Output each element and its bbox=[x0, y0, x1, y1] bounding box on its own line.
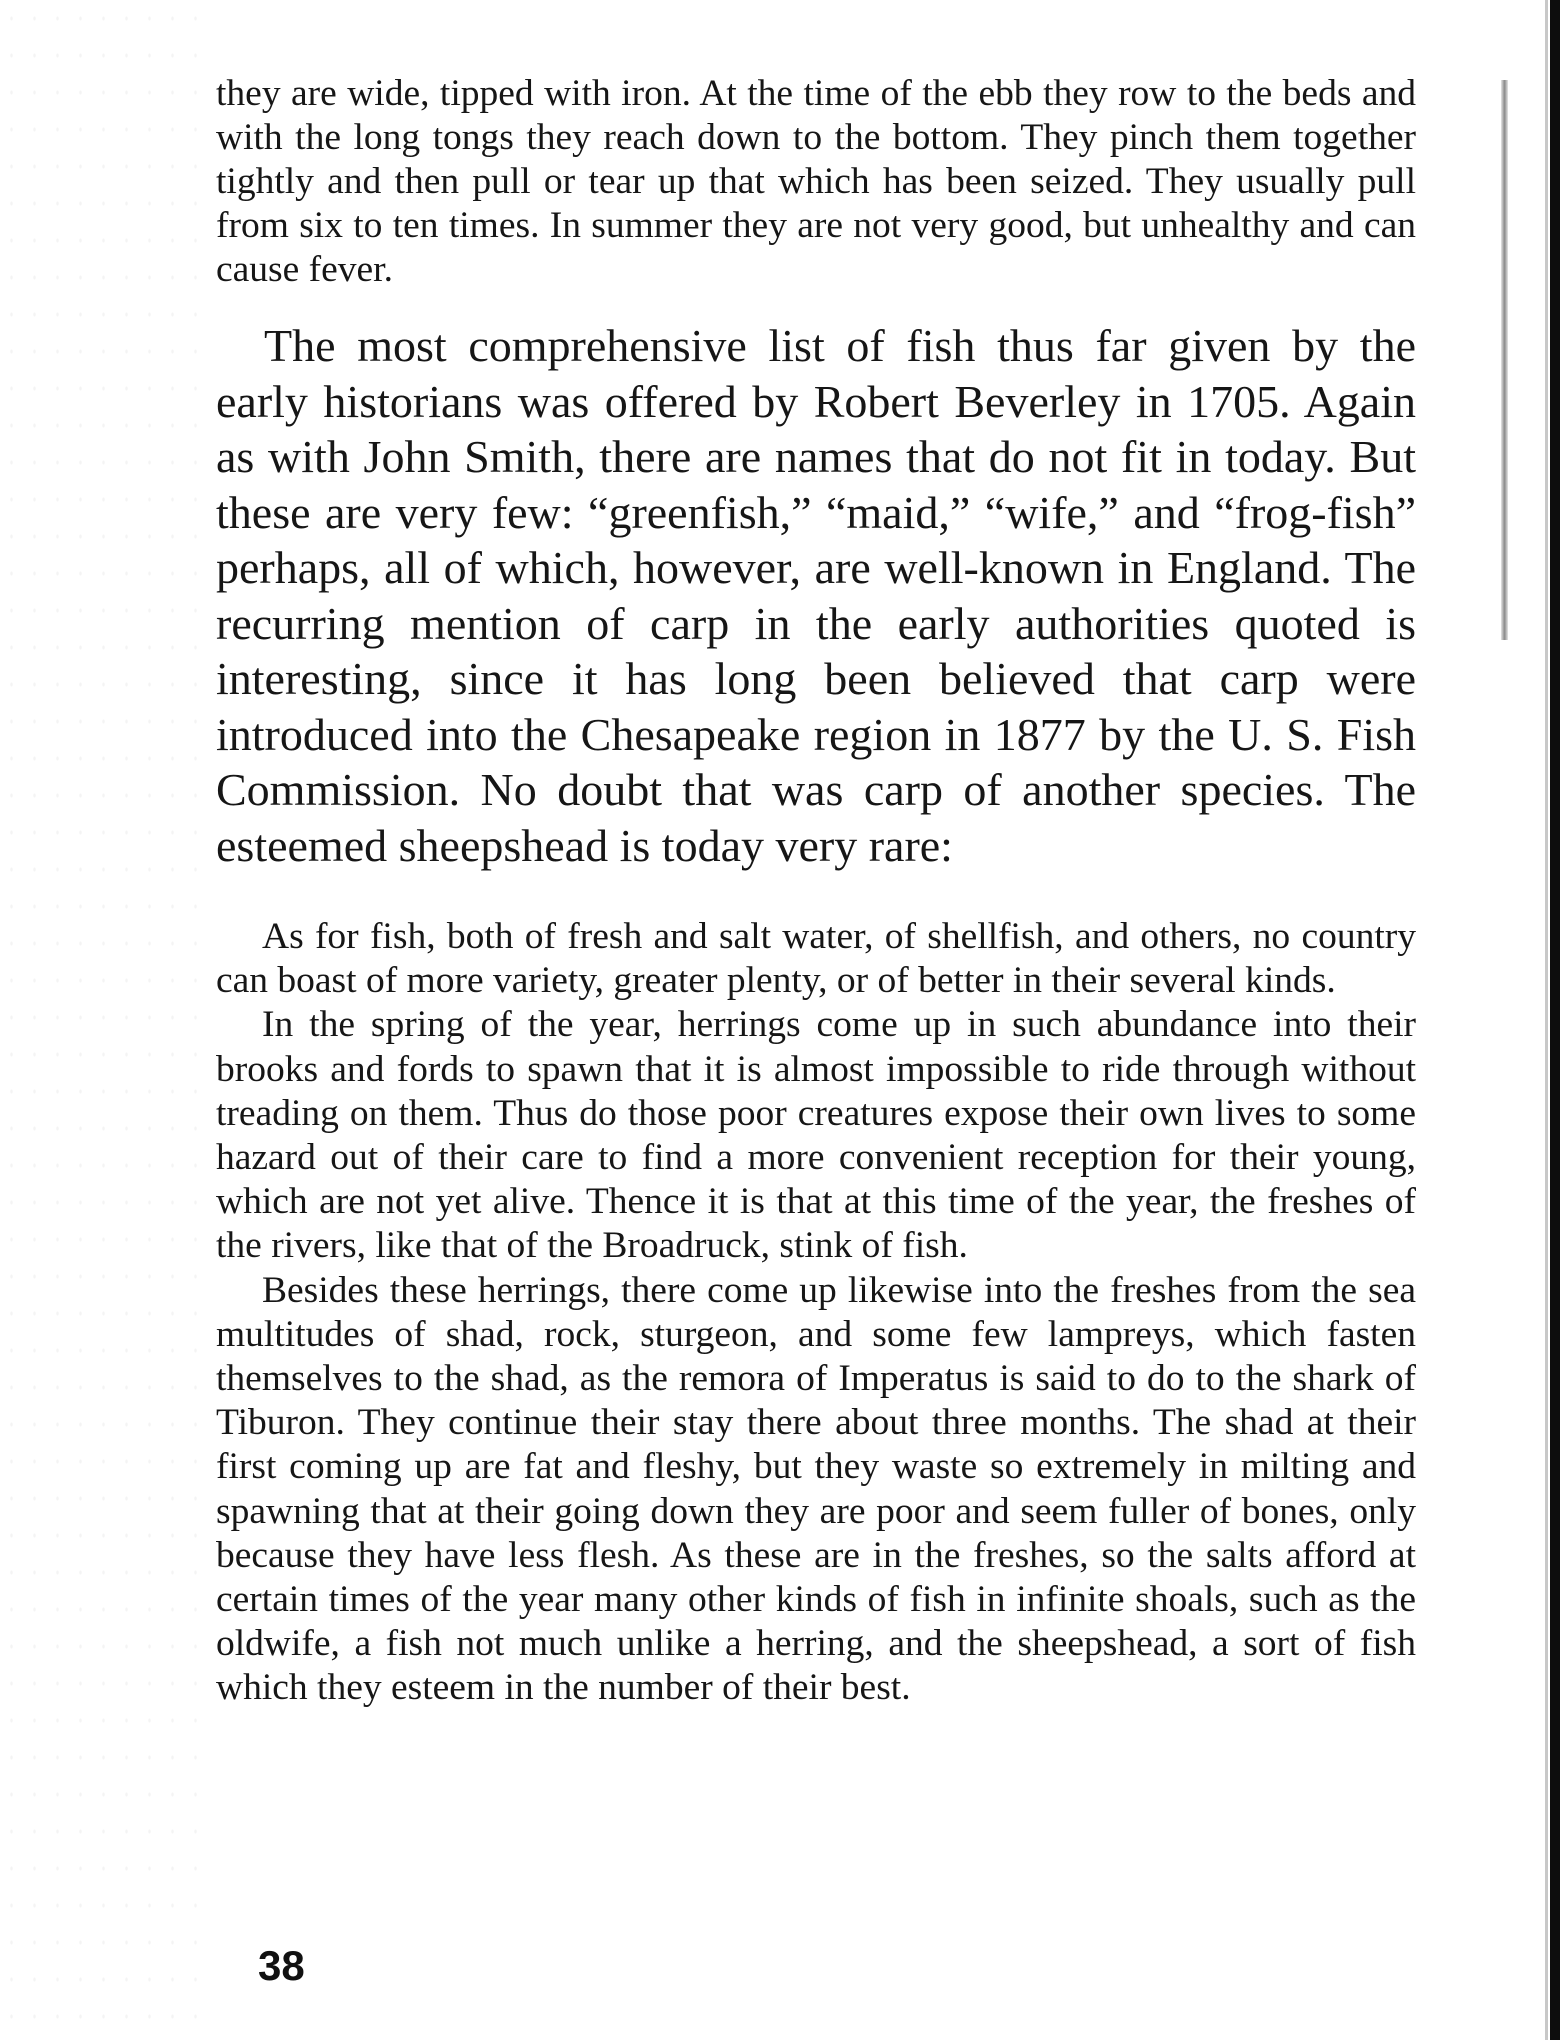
page-body bbox=[216, 72, 1416, 1711]
page-texture bbox=[0, 0, 200, 2040]
block-quote bbox=[216, 915, 1416, 1711]
main-paragraph: The most comprehensive list of fish thus far given by the early historians was offered by Robert Beverley in 1705. Again as with John Smith, there are names that do not fit in today. But these are very few: “greenfish,” “maid,” “wife,” and “frog-fish” perhaps, all of which, however, are well-known in England. The recurring mention of carp in the early authorities quoted is interesting, since it has long been believed that carp were introduced into the Chesapeake region in 1877 by the U. S. Fish Commission. No doubt that was carp of another species. The esteemed sheepshead is today very rare: bbox=[216, 320, 1416, 871]
binding-shadow bbox=[1501, 80, 1508, 640]
page-edge-binding bbox=[1550, 0, 1560, 2040]
continuation-paragraph: they are wide, tipped with iron. At the time of the ebb they row to the beds and with the long tongs they reach down to the bottom. They pinch them together tightly and then pull or tear up that which has been seized. They usually pull from six to ten times. In summer they are not very good, but unhealthy and can cause fever. bbox=[216, 73, 1416, 290]
quote-paragraph-1: As for fish, both of fresh and salt water, of shellfish, and others, no country can boast of more variety, greater plenty, or of better in their several kinds. bbox=[216, 916, 1416, 1002]
quote-paragraph-2: In the spring of the year, herrings come up in such abundance into their brooks and fords to spawn that it is almost impossible to ride through without treading on them. Thus do those poor creatures expose their own lives to some hazard out of their care to find a more convenient reception for their young, which are not yet alive. Thence it is that at this time of the year, the freshes of the rivers, like that of the Broadruck, stink of fish. bbox=[216, 1004, 1416, 1267]
quote-paragraph-3: Besides these herrings, there come up likewise into the freshes from the sea multitudes of shad, rock, sturgeon, and some few lampreys, which fasten themselves to the shad, as the remora of Imperatus is said to do to the shark of Tiburon. They continue their stay there about three months. The shad at their first coming up are fat and fleshy, but they waste so extremely in milting and spawning that at their going down they are poor and seem fuller of bones, only because they have less flesh. As these are in the freshes, so the salts afford at certain times of the year many other kinds of fish in infinite shoals, such as the oldwife, a fish not much unlike a herring, and the sheepshead, a sort of fish which they esteem in the number of their best. bbox=[216, 1269, 1416, 1709]
page-number: 38 bbox=[258, 1942, 305, 1989]
page-edge-line bbox=[1545, 0, 1548, 2040]
